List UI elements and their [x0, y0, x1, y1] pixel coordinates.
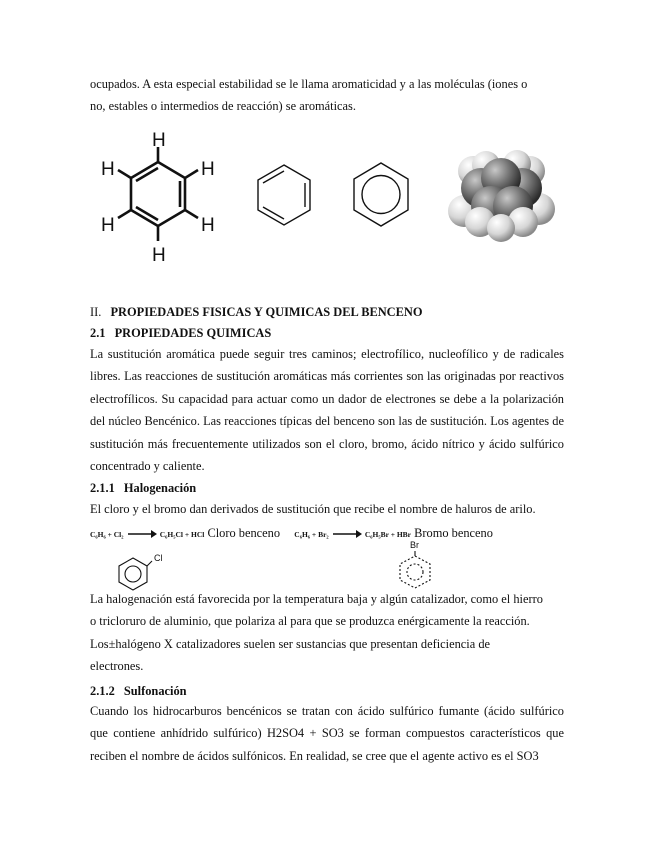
halogenation-line-3: Los±halógeno X catalizadores suelen ser sustancias que presentan deficiencia de	[90, 637, 491, 651]
h-label-top: H	[152, 130, 166, 151]
halogenation-line-1: La halogenación está favorecida por la temperatura baja y algún catalizador, como el hierro	[90, 592, 543, 606]
intro-line-2: no, estables o intermedios de reacción) se aromáticas.	[90, 99, 356, 113]
eq1-products: C₆H₅Cl + HCl	[159, 530, 205, 539]
section-2-title: PROPIEDADES FISICAS Y QUIMICAS DEL BENCENO	[110, 305, 423, 319]
h-label-bottom: H	[152, 245, 166, 266]
benzene-kekule-structure	[118, 147, 198, 241]
section-2-1-title: PROPIEDADES QUIMICAS	[114, 326, 272, 340]
chlorobenzene-structure	[119, 558, 152, 590]
halogenation-line-2: o tricloruro de aluminio, que polariza al para que se produzca enérgicamente la reacción.	[90, 614, 530, 628]
intro-line-1: ocupados. A esta especial estabilidad se le llama aromaticidad y a las moléculas (iones o	[90, 77, 528, 91]
section-2-1-1-body: El cloro y el bromo dan derivados de sustitución que recibe el nombre de haluros de arilo.	[90, 502, 536, 516]
section-2-heading	[90, 304, 422, 320]
section-2-1-1-title: Halogenación	[123, 481, 197, 495]
eq2-name: Bromo benceno	[414, 526, 493, 540]
benzene-kekule-skeletal	[258, 165, 310, 225]
arrow-icon	[127, 530, 157, 538]
section-2-1-body: La sustitución aromática puede seguir tres caminos; electrofílico, nucleofílico y de radicales libres. Las reacciones de sustitución aromáticas más corrientes son las originadas por reactivos electrofílicos. Su capacidad para actuar como un dador de electrones se debe a la polarización del núcleo Bencénico. Las reacciones típicas del benceno son las de sustitución. Los agentes de sustitución más frecuentemente utilizados son el cloro, bromo, ácido nítrico y ácido sulfúrico concentrado y caliente.	[90, 347, 564, 474]
h-label-lower-right: H	[201, 215, 215, 236]
arrow-icon	[332, 530, 362, 538]
eq1-reactants: C₆H₆ + Cl₂	[90, 530, 124, 539]
eq1-name: Cloro benceno	[207, 526, 281, 540]
halogenation-equations	[90, 525, 493, 543]
section-2-1-2-body: Cuando los hidrocarburos bencénicos se tratan con ácido sulfúrico fumante (ácido sulfúrico que contiene anhídrido sulfúrico) H2SO4 + SO3 se forman compuestos característicos que reciben el nombre de ácidos sulfónicos. En realidad, se cree que el agente activo es el SO3	[90, 704, 564, 763]
chloro-label: Cl	[154, 553, 163, 563]
section-2-number: II.	[90, 305, 102, 319]
section-2-1-2-number: 2.1.2	[90, 684, 115, 698]
section-2-1-2-heading	[90, 683, 187, 699]
bromobenzene-structure	[400, 551, 430, 588]
benzene-circle-structure	[354, 163, 408, 226]
eq2-reactants: C₆H₆ + Br₂	[294, 530, 329, 539]
h-label-upper-left: H	[101, 159, 115, 180]
section-2-1-number: 2.1	[90, 326, 106, 340]
benzene-space-filling-model	[448, 150, 555, 242]
halogenation-line-4: electrones.	[90, 659, 144, 673]
bromo-label: Br	[410, 540, 419, 550]
h-label-lower-left: H	[101, 215, 115, 236]
section-2-1-1-number: 2.1.1	[90, 481, 115, 495]
h-label-upper-right: H	[201, 159, 215, 180]
section-2-1-1-heading	[90, 480, 196, 496]
eq2-products: C₆H₅Br + HBr	[364, 530, 412, 539]
section-2-1-heading	[90, 325, 271, 341]
section-2-1-2-title: Sulfonación	[123, 684, 187, 698]
